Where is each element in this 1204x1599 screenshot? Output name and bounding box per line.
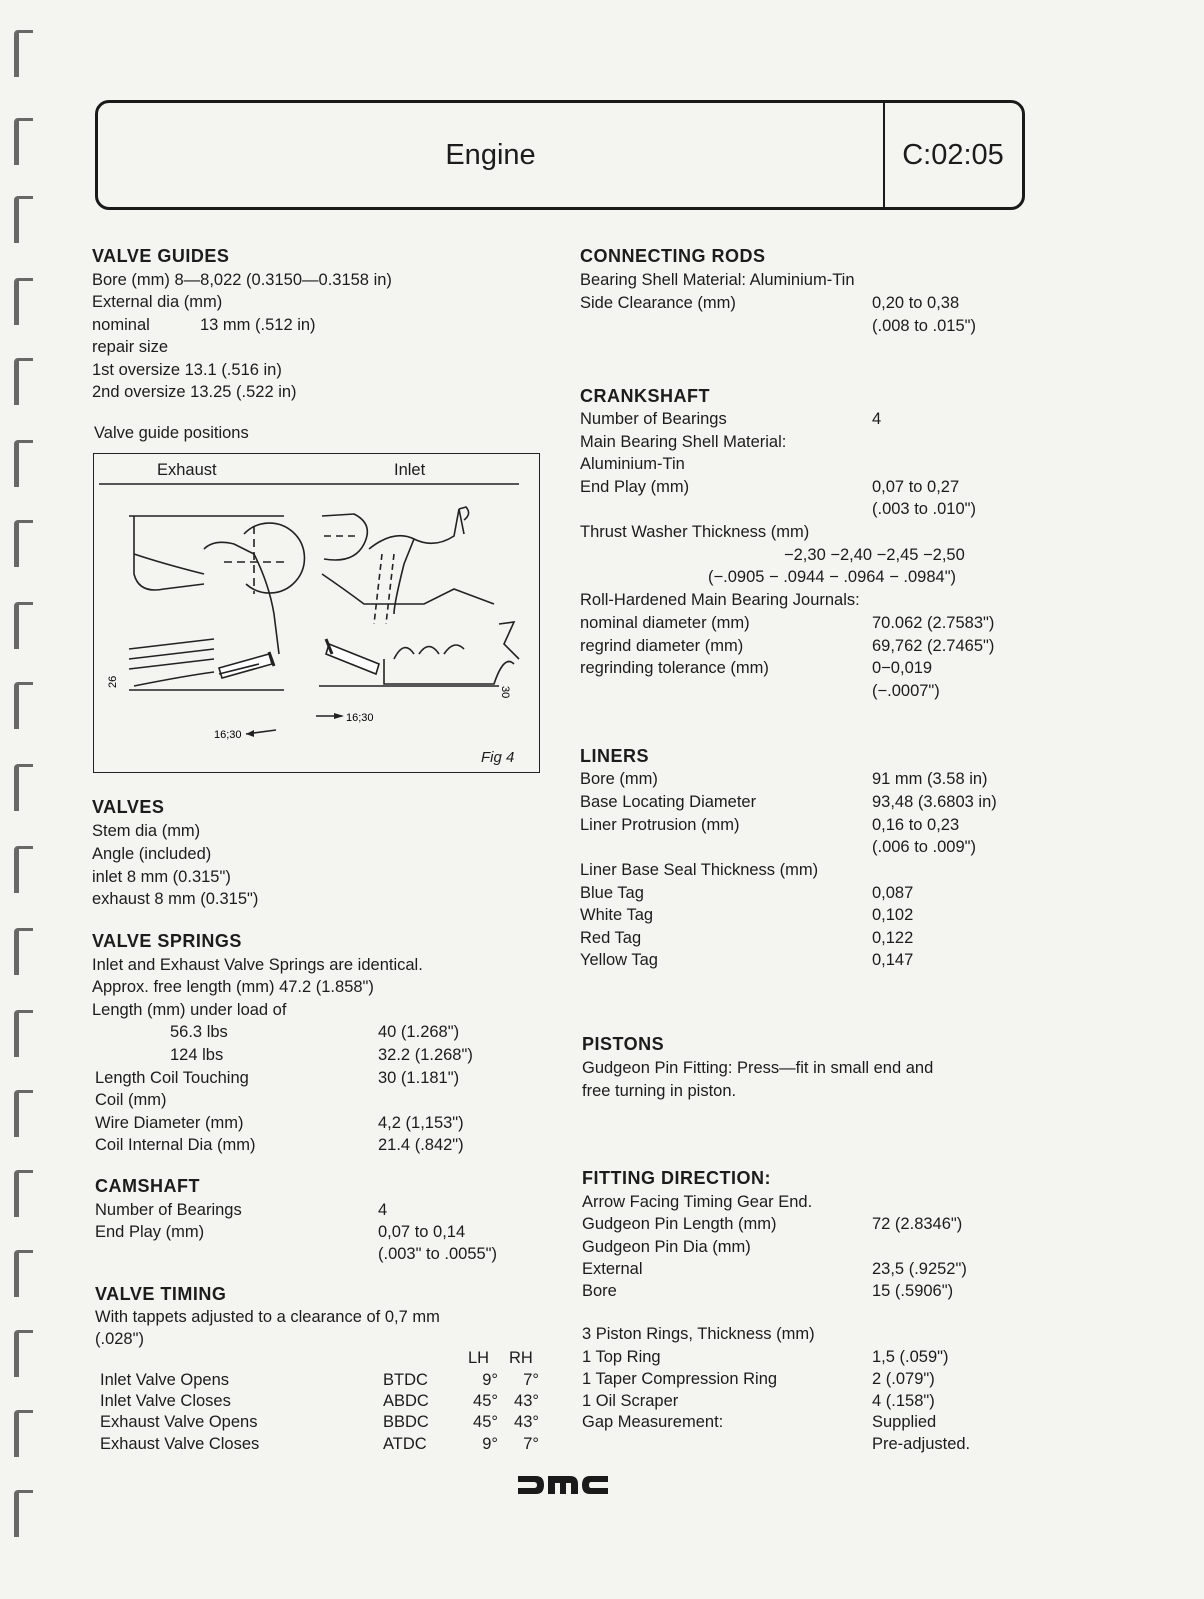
valve-timing-row-ref: ABDC [383, 1392, 429, 1410]
spring-load-2-label: 124 lbs [170, 1046, 224, 1064]
valve-timing-line2: (.028") [95, 1330, 144, 1348]
camshaft-endplay-value: 0,07 to 0,14 [378, 1223, 466, 1241]
spring-coil-touching-value: 30 (1.181") [378, 1069, 460, 1087]
crankshaft-thrust-in: (−.0905 − .0944 − .0964 − .0984") [708, 568, 957, 586]
crankshaft-thrust-mm: −2,30 −2,40 −2,45 −2,50 [784, 546, 965, 564]
piston-ring-value: 2 (.079") [872, 1370, 935, 1388]
fitting-external-value: 23,5 (.9252") [872, 1260, 967, 1278]
crankshaft-tolerance-value2: (−.0007") [872, 682, 940, 700]
liner-tag-label: White Tag [580, 906, 654, 924]
valve-guides-nominal-value: 13 mm (.512 in) [200, 316, 316, 334]
crankshaft-tolerance-label: regrinding tolerance (mm) [580, 659, 769, 677]
page-code: C:02:05 [902, 139, 1004, 171]
spring-load-2-value: 32.2 (1.268") [378, 1046, 473, 1064]
piston-ring-value: Supplied [872, 1413, 937, 1431]
spring-coil-touching-label: Length Coil Touching [95, 1069, 249, 1087]
valve-timing-row-lh: 9° [482, 1435, 498, 1453]
crankshaft-nominal-value: 70.062 (2.7583") [872, 614, 995, 632]
piston-rings-heading: 3 Piston Rings, Thickness (mm) [582, 1325, 815, 1343]
connecting-rods-heading: CONNECTING RODS [580, 246, 766, 266]
fitting-dia-label: Gudgeon Pin Dia (mm) [582, 1238, 751, 1256]
valve-springs-line3: Length (mm) under load of [92, 1001, 287, 1019]
fitting-bore-label: Bore [582, 1282, 617, 1300]
valve-timing-row-ref: BTDC [383, 1371, 428, 1389]
valve-springs-line1: Inlet and Exhaust Valve Springs are identical. [92, 956, 423, 974]
piston-ring-label: 1 Taper Compression Ring [582, 1370, 778, 1388]
figure-angle-left: 16;30 [214, 729, 242, 741]
pistons-line2: free turning in piston. [582, 1082, 737, 1100]
connecting-rods-side-value: 0,20 to 0,38 [872, 294, 960, 312]
liners-protrusion-value2: (.006 to .009") [872, 838, 977, 856]
crankshaft-endplay-value: 0,07 to 0,27 [872, 478, 960, 496]
crankshaft-regrind-label: regrind diameter (mm) [580, 637, 744, 655]
crankshaft-bearings-value: 4 [872, 410, 882, 428]
spring-load-1-value: 40 (1.268") [378, 1023, 460, 1041]
valve-springs-line2: Approx. free length (mm) 47.2 (1.858") [92, 978, 374, 996]
spring-coil-label: Coil (mm) [95, 1091, 167, 1109]
crankshaft-thrust-label: Thrust Washer Thickness (mm) [580, 523, 810, 541]
camshaft-bearings-label: Number of Bearings [95, 1201, 242, 1219]
camshaft-heading: CAMSHAFT [95, 1176, 200, 1196]
piston-ring-value: Pre-adjusted. [872, 1435, 971, 1453]
pistons-heading: PISTONS [582, 1034, 665, 1054]
valve-timing-row-event: Exhaust Valve Opens [100, 1413, 258, 1431]
valve-guides-nominal-label: nominal [92, 316, 150, 334]
spring-coil-dia-value: 21.4 (.842") [378, 1136, 464, 1154]
crankshaft-material-value: Aluminium-Tin [580, 455, 685, 473]
figure-dim-30: 30 [499, 686, 511, 699]
fitting-external-label: External [582, 1260, 643, 1278]
spring-wire-label: Wire Diameter (mm) [95, 1114, 244, 1132]
crankshaft-journals: Roll-Hardened Main Bearing Journals: [580, 591, 860, 609]
liner-tag-value: 0,087 [872, 884, 914, 902]
valve-timing-row-lh: 45° [473, 1413, 498, 1431]
liner-tag-label: Blue Tag [580, 884, 644, 902]
connecting-rods-material: Bearing Shell Material: Aluminium-Tin [580, 271, 855, 289]
crankshaft-endplay-value2: (.003 to .010") [872, 500, 977, 518]
liner-tag-value: 0,147 [872, 951, 914, 969]
liner-tag-label: Yellow Tag [580, 951, 658, 969]
crankshaft-endplay-label: End Play (mm) [580, 478, 690, 496]
connecting-rods-side-value2: (.008 to .015") [872, 317, 977, 335]
crankshaft-nominal-label: nominal diameter (mm) [580, 614, 750, 632]
liners-base-label: Base Locating Diameter [580, 793, 757, 811]
valves-inlet: inlet 8 mm (0.315") [92, 868, 231, 886]
figure-exhaust-label: Exhaust [157, 461, 217, 479]
valve-timing-row-rh: 43° [514, 1413, 539, 1431]
figure-dim-26: 26 [107, 675, 119, 688]
valve-guides-second-oversize: 2nd oversize 13.25 (.522 in) [92, 383, 297, 401]
spring-coil-dia-label: Coil Internal Dia (mm) [95, 1136, 256, 1154]
camshaft-bearings-value: 4 [378, 1201, 388, 1219]
valve-timing-row-lh: 9° [482, 1371, 498, 1389]
liner-tag-value: 0,122 [872, 929, 914, 947]
header-box [95, 100, 1025, 210]
valve-guide-diagram [94, 454, 538, 770]
valve-timing-row-lh: 45° [473, 1392, 498, 1410]
valves-heading: VALVES [92, 797, 165, 817]
valves-stem: Stem dia (mm) [92, 822, 201, 840]
dmc-logo [518, 1474, 608, 1496]
valve-timing-row-ref: ATDC [383, 1435, 427, 1453]
piston-ring-value: 1,5 (.059") [872, 1348, 949, 1366]
figure-caption: Fig 4 [481, 749, 515, 766]
valve-timing-row-event: Exhaust Valve Closes [100, 1435, 260, 1453]
crankshaft-material-label: Main Bearing Shell Material: [580, 433, 787, 451]
figure-inlet-label: Inlet [394, 461, 426, 479]
liner-tag-label: Red Tag [580, 929, 642, 947]
fitting-bore-value: 15 (.5906") [872, 1282, 954, 1300]
valve-guide-positions-label: Valve guide positions [94, 424, 249, 442]
valve-guides-repair: repair size [92, 338, 169, 356]
liners-heading: LINERS [580, 746, 650, 766]
spring-wire-value: 4,2 (1,153") [378, 1114, 464, 1132]
crankshaft-heading: CRANKSHAFT [580, 386, 710, 406]
camshaft-endplay-label: End Play (mm) [95, 1223, 205, 1241]
liners-protrusion-label: Liner Protrusion (mm) [580, 816, 740, 834]
valve-timing-line1: With tappets adjusted to a clearance of 0,7 mm [95, 1308, 440, 1326]
valve-timing-row-rh: 7° [523, 1435, 539, 1453]
valve-timing-row-event: Inlet Valve Opens [100, 1371, 230, 1389]
valves-exhaust: exhaust 8 mm (0.315") [92, 890, 259, 908]
piston-ring-label: 1 Top Ring [582, 1348, 661, 1366]
piston-ring-value: 4 (.158") [872, 1392, 935, 1410]
liners-bore-value: 91 mm (3.58 in) [872, 770, 988, 788]
liners-base-value: 93,48 (3.6803 in) [872, 793, 997, 811]
page-title: Engine [445, 139, 536, 171]
connecting-rods-side-label: Side Clearance (mm) [580, 294, 736, 312]
valve-guides-first-oversize: 1st oversize 13.1 (.516 in) [92, 361, 282, 379]
fitting-length-label: Gudgeon Pin Length (mm) [582, 1215, 777, 1233]
valves-angle: Angle (included) [92, 845, 212, 863]
fitting-arrow: Arrow Facing Timing Gear End. [582, 1193, 813, 1211]
pistons-line1: Gudgeon Pin Fitting: Press—fit in small end and [582, 1059, 934, 1077]
valve-timing-col-rh: RH [509, 1349, 533, 1367]
spring-load-1-label: 56.3 lbs [170, 1023, 228, 1041]
valve-guides-heading: VALVE GUIDES [92, 246, 230, 266]
camshaft-endplay-value2: (.003" to .0055") [378, 1245, 498, 1263]
liner-tag-value: 0,102 [872, 906, 914, 924]
liners-bore-label: Bore (mm) [580, 770, 658, 788]
liners-protrusion-value: 0,16 to 0,23 [872, 816, 960, 834]
valve-springs-heading: VALVE SPRINGS [92, 931, 242, 951]
fitting-direction-heading: FITTING DIRECTION: [582, 1168, 771, 1188]
valve-timing-heading: VALVE TIMING [95, 1284, 227, 1304]
valve-guide-figure [93, 453, 540, 773]
figure-angle-right: 16;30 [346, 712, 374, 724]
liners-seal-label: Liner Base Seal Thickness (mm) [580, 861, 819, 879]
valve-timing-row-rh: 7° [523, 1371, 539, 1389]
valve-timing-row-rh: 43° [514, 1392, 539, 1410]
crankshaft-regrind-value: 69,762 (2.7465") [872, 637, 995, 655]
piston-ring-label: 1 Oil Scraper [582, 1392, 679, 1410]
valve-guides-external: External dia (mm) [92, 293, 223, 311]
crankshaft-bearings-label: Number of Bearings [580, 410, 727, 428]
piston-ring-label: Gap Measurement: [582, 1413, 724, 1431]
valve-timing-row-ref: BBDC [383, 1413, 429, 1431]
valve-timing-col-lh: LH [468, 1349, 490, 1367]
fitting-length-value: 72 (2.8346") [872, 1215, 963, 1233]
valve-guides-bore: Bore (mm) 8—8,022 (0.3150—0.3158 in) [92, 271, 392, 289]
valve-timing-row-event: Inlet Valve Closes [100, 1392, 231, 1410]
crankshaft-tolerance-value: 0−0,019 [872, 659, 933, 677]
